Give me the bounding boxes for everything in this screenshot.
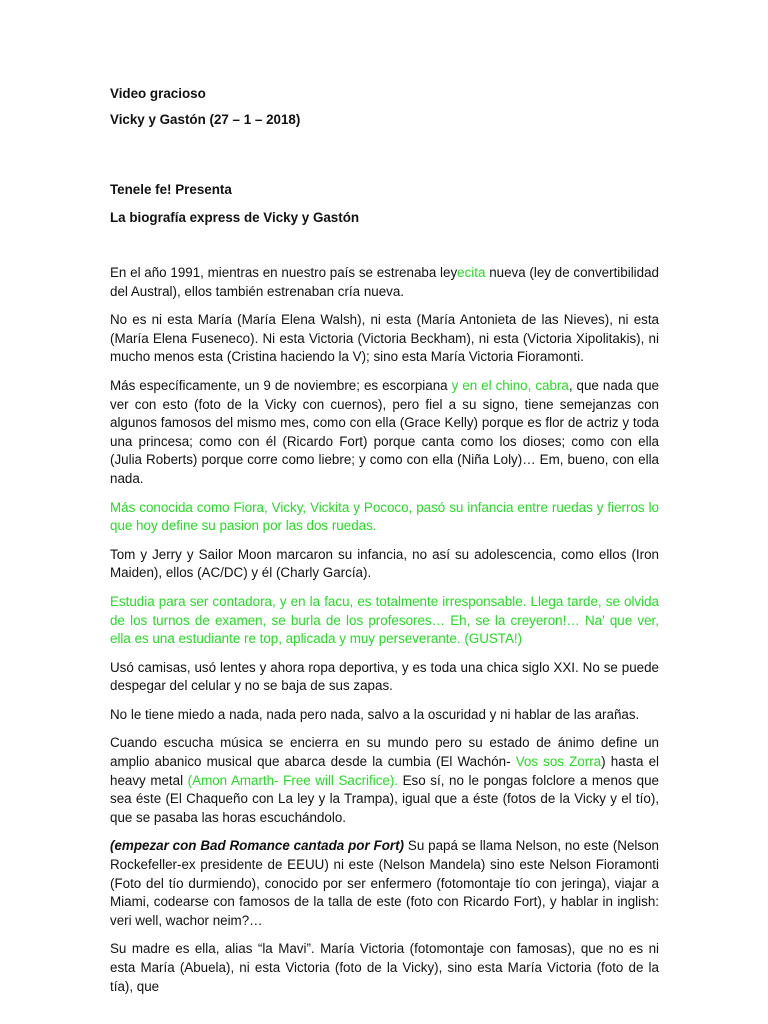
p1-text-a: En el año 1991, mientras en nuestro país se estrenaba ley	[110, 265, 458, 280]
paragraph-4: Más conocida como Fiora, Vicky, Vickita y Pococo, pasó su infancia entre ruedas y fierros lo que hoy define su pasion por las dos ruedas.	[110, 499, 659, 534]
paragraph-5: Tom y Jerry y Sailor Moon marcaron su infancia, no así su adolescencia, como ellos (Iron Maiden), ellos (AC/DC) y él (Charly García).	[110, 546, 659, 581]
p10-stage-direction: (empezar con Bad Romance cantada por Fort)	[110, 838, 405, 854]
paragraph-8: No le tiene miedo a nada, nada pero nada, salvo a la oscuridad y ni hablar de las arañas.	[110, 706, 640, 722]
p9-highlight-cumbia: Vos sos Zorra	[515, 754, 602, 770]
paragraph-11: Su madre es ella, alias “la Mavi”. María Victoria (fotomontaje con famosas), que no es ni esta María (Abuela), ni esta Victoria (foto de la Vicky), sino esta María Victoria (foto de la tía), que	[110, 941, 659, 994]
paragraph-7: Usó camisas, usó lentes y ahora ropa deportiva, y es toda una chica siglo XXI. No se puede despegar del celular y no se baja de sus zapas.	[110, 659, 659, 694]
heading-presenta: Tenele fe! Presenta	[110, 182, 232, 197]
paragraph-6: Estudia para ser contadora, y en la facu, es totalmente irresponsable. Llega tarde, se olvida de los turnos de examen, se burla de los profesores… Eh, se la creyeron!… Na' que ver, ella es una estudiante re top, aplicada y muy perseverante. (GUSTA!)	[110, 593, 659, 647]
p3-text-a: Más específicamente, un 9 de noviembre; es escorpiana	[110, 377, 452, 393]
p9-text-e: Eso sí, no le pongas folclore a menos que sea éste (El Chaqueño con La ley y la Trampa), igual que a éste (fotos de la Vicky y el tío), que se pasaba las horas escuchándolo.	[110, 772, 659, 825]
paragraph-10	[110, 837, 659, 930]
document-body	[110, 84, 659, 996]
p9-text-c: ) hasta el heavy metal	[110, 754, 659, 788]
p9-highlight-metal: (Amon Amarth- Free will Sacrifice).	[187, 772, 399, 788]
p9-text-a: Cuando escucha música se encierra en su mundo pero su estado de ánimo define un amplio abanico musical que abarca desde la cumbia (El Wachón-	[110, 735, 659, 770]
p10-text-b: Su papá se llama Nelson, no este (Nelson Rockefeller-ex presidente de EEUU) ni este (Nelson Mandela) sino este Nelson Fioramonti (Foto del tío durmiendo), conocido por ser enfermero (fotomontaje tío con jeringa), viajar a Miami, codearse con famosos de la talla de este (foto con Ricardo Fort), y hablar in inglish: veri well, wachor neim?…	[110, 838, 659, 928]
heading-video-gracioso: Video gracioso	[110, 86, 206, 101]
paragraph-3	[110, 377, 659, 489]
p3-highlight: y en el chino, cabra	[451, 377, 569, 393]
heading-date: Vicky y Gastón (27 – 1 – 2018)	[110, 112, 301, 127]
p1-text-c: nueva (ley de convertibilidad del Austral), ellos también estrenaban cría nueva.	[110, 265, 659, 299]
p1-highlight: ecita	[457, 265, 486, 280]
heading-biografia: La biografía express de Vicky y Gastón	[110, 210, 360, 225]
p3-text-c: , que nada que ver con esto (foto de la Vicky con cuernos), pero fiel a su signo, tiene semejanzas con algunos famosos del mismo mes, como con ella (Grace Kelly) porque es flor de actriz y toda una princesa; como con él (Ricardo Fort) porque canta como los dioses; como con ella (Julia Roberts) porque corre como liebre; y como con ella (Niña Loly)… Em, bueno, con ella nada.	[110, 377, 660, 486]
paragraph-2: No es ni esta María (María Elena Walsh), ni esta (María Antonieta de las Nieves), ni esta (María Elena Fuseneco). Ni esta Victoria (Victoria Beckham), ni esta (Victoria Xipolitakis), ni mucho menos esta (Cristina haciendo la V); sino esta María Victoria Fioramonti.	[110, 312, 659, 365]
paragraph-9	[110, 734, 659, 827]
paragraph-1	[110, 264, 659, 301]
